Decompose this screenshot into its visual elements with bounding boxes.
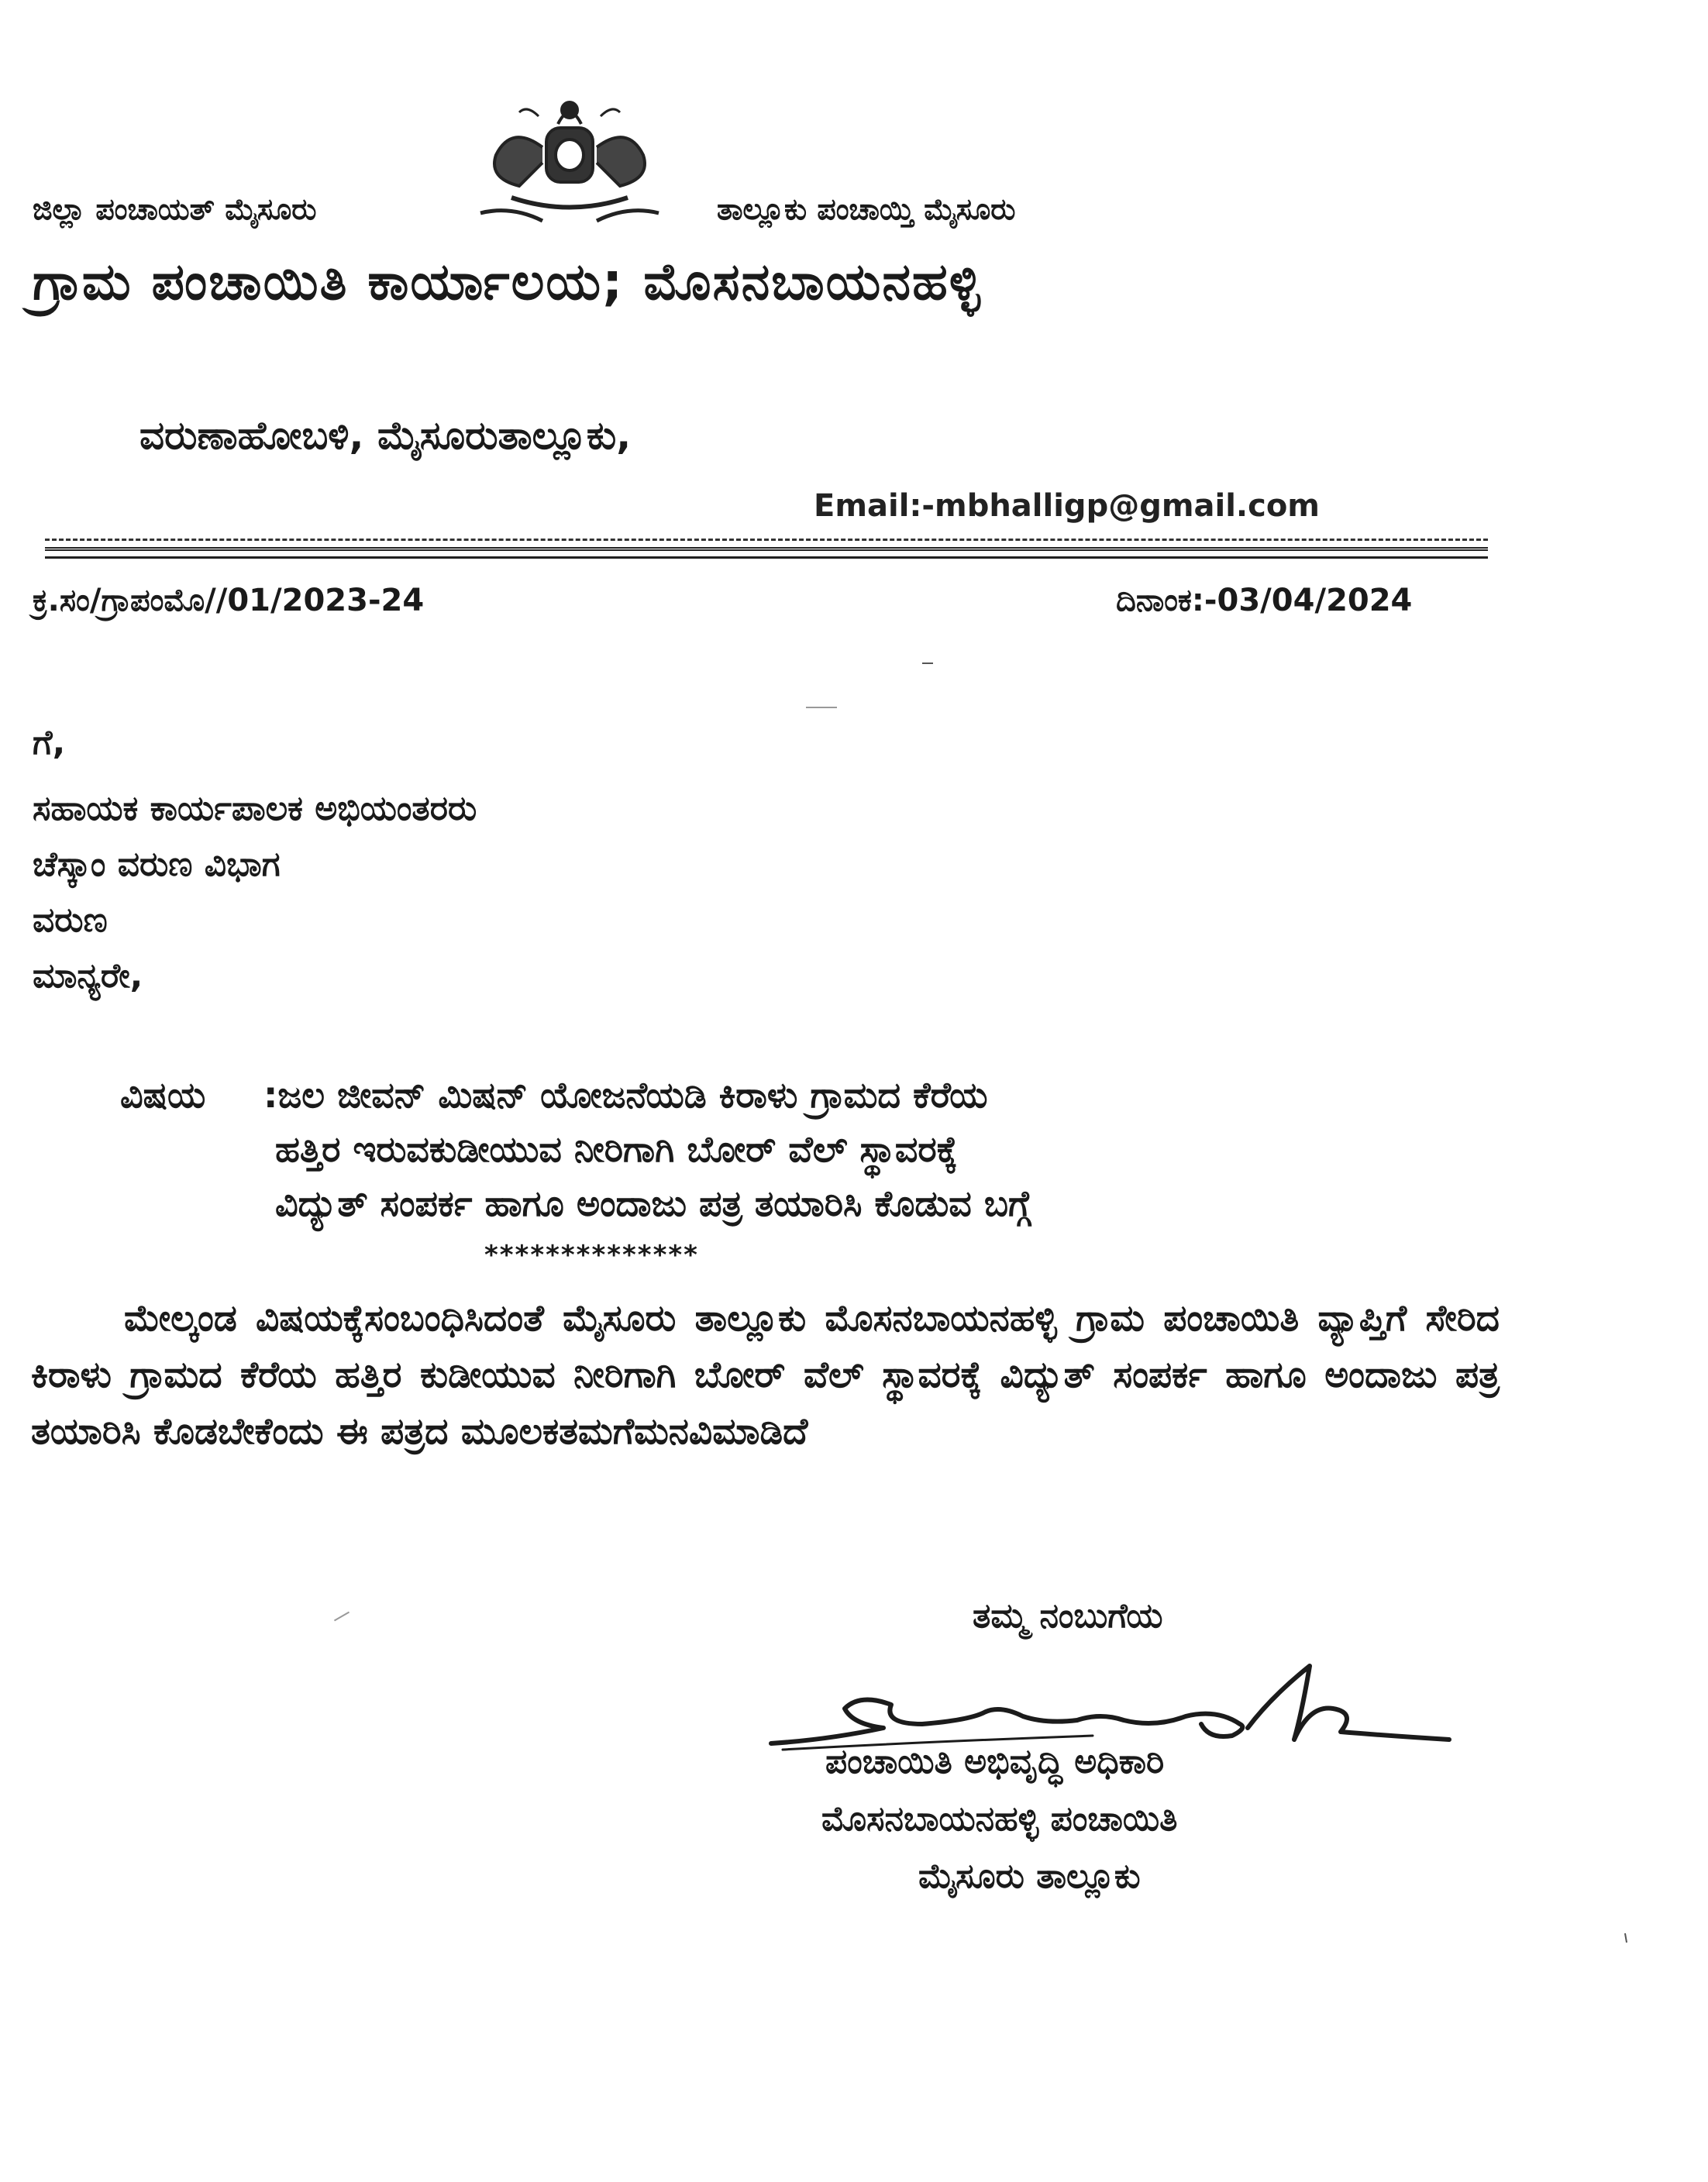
taluk-panchayat-label: ತಾಲ್ಲೂಕು ಪಂಚಾಯ್ತಿ ಮೈಸೂರು: [717, 192, 1016, 226]
salutation: ಮಾನ್ಯರೇ,: [33, 956, 143, 996]
scan-speck: [922, 663, 933, 664]
recipient-designation: ಸಹಾಯಕ ಕಾರ್ಯಪಾಲಕ ಅಭಿಯಂತರರು: [33, 789, 477, 828]
letter-date: ದಿನಾಂಕ:-03/04/2024: [1116, 583, 1413, 618]
header-rule-dashed: [45, 539, 1488, 541]
subject-line-2: ಹತ್ತಿರ ಇರುವಕುಡೀಯುವ ನೀರಿಗಾಗಿ ಬೋರ್ ವೆಲ್ ಸ್ಥಾವರಕ್ಕೆ: [275, 1128, 958, 1170]
reference-number: ಕ್ರ.ಸಂ/ಗ್ರಾಪಂಮೊ//01/2023-24: [33, 583, 425, 618]
subject-line-1: :ಜಲ ಜೀವನ್ ಮಿಷನ್ ಯೋಜನೆಯಡಿ ಕಿರಾಳು ಗ್ರಾಮದ ಕೆರೆಯ: [263, 1074, 988, 1116]
subject-line-3: ವಿದ್ಯುತ್ ಸಂಪರ್ಕ ಹಾಗೂ ಅಂದಾಜು ಪತ್ರ ತಯಾರಿಸಿ ಕೊಡುವ ಬಗ್ಗೆ: [275, 1182, 1031, 1224]
subject-separator: **************: [484, 1240, 699, 1271]
scan-speck: [1624, 1933, 1627, 1943]
recipient-place: ವರುಣ: [33, 900, 108, 940]
subject-label: ವಿಷಯ: [120, 1074, 206, 1116]
recipient-office: ಚೆಸ್ಕಾಂ ವರುಣ ವಿಭಾಗ: [33, 845, 281, 884]
signatory-designation: ಪಂಚಾಯಿತಿ ಅಭಿವೃದ್ಧಿ ಅಧಿಕಾರಿ: [825, 1742, 1165, 1781]
scan-speck: [334, 1612, 350, 1622]
signatory-office: ಮೊಸನಬಾಯನಹಳ್ಳಿ ಪಂಚಾಯಿತಿ: [821, 1799, 1178, 1839]
office-email: Email:-mbhalligp@gmail.com: [814, 488, 1320, 524]
recipient-to: ಗೆ,: [33, 723, 66, 762]
office-location: ವರುಣಾಹೋಬಳಿ, ಮೈಸೂರುತಾಲ್ಲೂಕು,: [139, 413, 632, 458]
signatory-taluk: ಮೈಸೂರು ತಾಲ್ಲೂಕು: [918, 1857, 1141, 1896]
closing-yours: ತಮ್ಮ ನಂಬುಗೆಯ: [973, 1596, 1163, 1636]
header-rule-solid: [45, 556, 1488, 559]
office-title: ಗ್ರಾಮ ಪಂಚಾಯಿತಿ ಕಾರ್ಯಾಲಯ; ಮೊಸನಬಾಯನಹಳ್ಳಿ: [33, 252, 982, 311]
scan-speck: [806, 707, 837, 708]
header-rule-double: [45, 547, 1488, 551]
body-paragraph: ಮೇಲ್ಕಂಡ ವಿಷಯಕ್ಕೆಸಂಬಂಧಿಸಿದಂತೆ ಮೈಸೂರು ತಾಲ್ಲೂಕು ಮೊಸನಬಾಯನಹಳ್ಳಿ ಗ್ರಾಮ ಪಂಚಾಯಿತಿ ವ್ಯಾಪ್ತಿಗೆ ಸೇರಿದ ಕಿರಾಳು ಗ್ರಾಮದ ಕೆರೆಯ ಹತ್ತಿರ ಕುಡೀಯುವ ನೀರಿಗಾಗಿ ಬೋರ್ ವೆಲ್ ಸ್ಥಾವರಕ್ಕೆ ವಿದ್ಯುತ್ ಸಂಪರ್ಕ ಹಾಗೂ ಅಂದಾಜು ಪತ್ರ ತಯಾರಿಸಿ ಕೊಡಬೇಕೆಂದು ಈ ಪತ್ರದ ಮೂಲಕತಮಗೆಮನವಿಮಾಡಿದೆ: [31, 1297, 1500, 1453]
district-panchayat-label: ಜಿಲ್ಲಾ ಪಂಚಾಯತ್ ಮೈಸೂರು: [33, 192, 317, 226]
state-emblem-icon: [465, 93, 674, 232]
